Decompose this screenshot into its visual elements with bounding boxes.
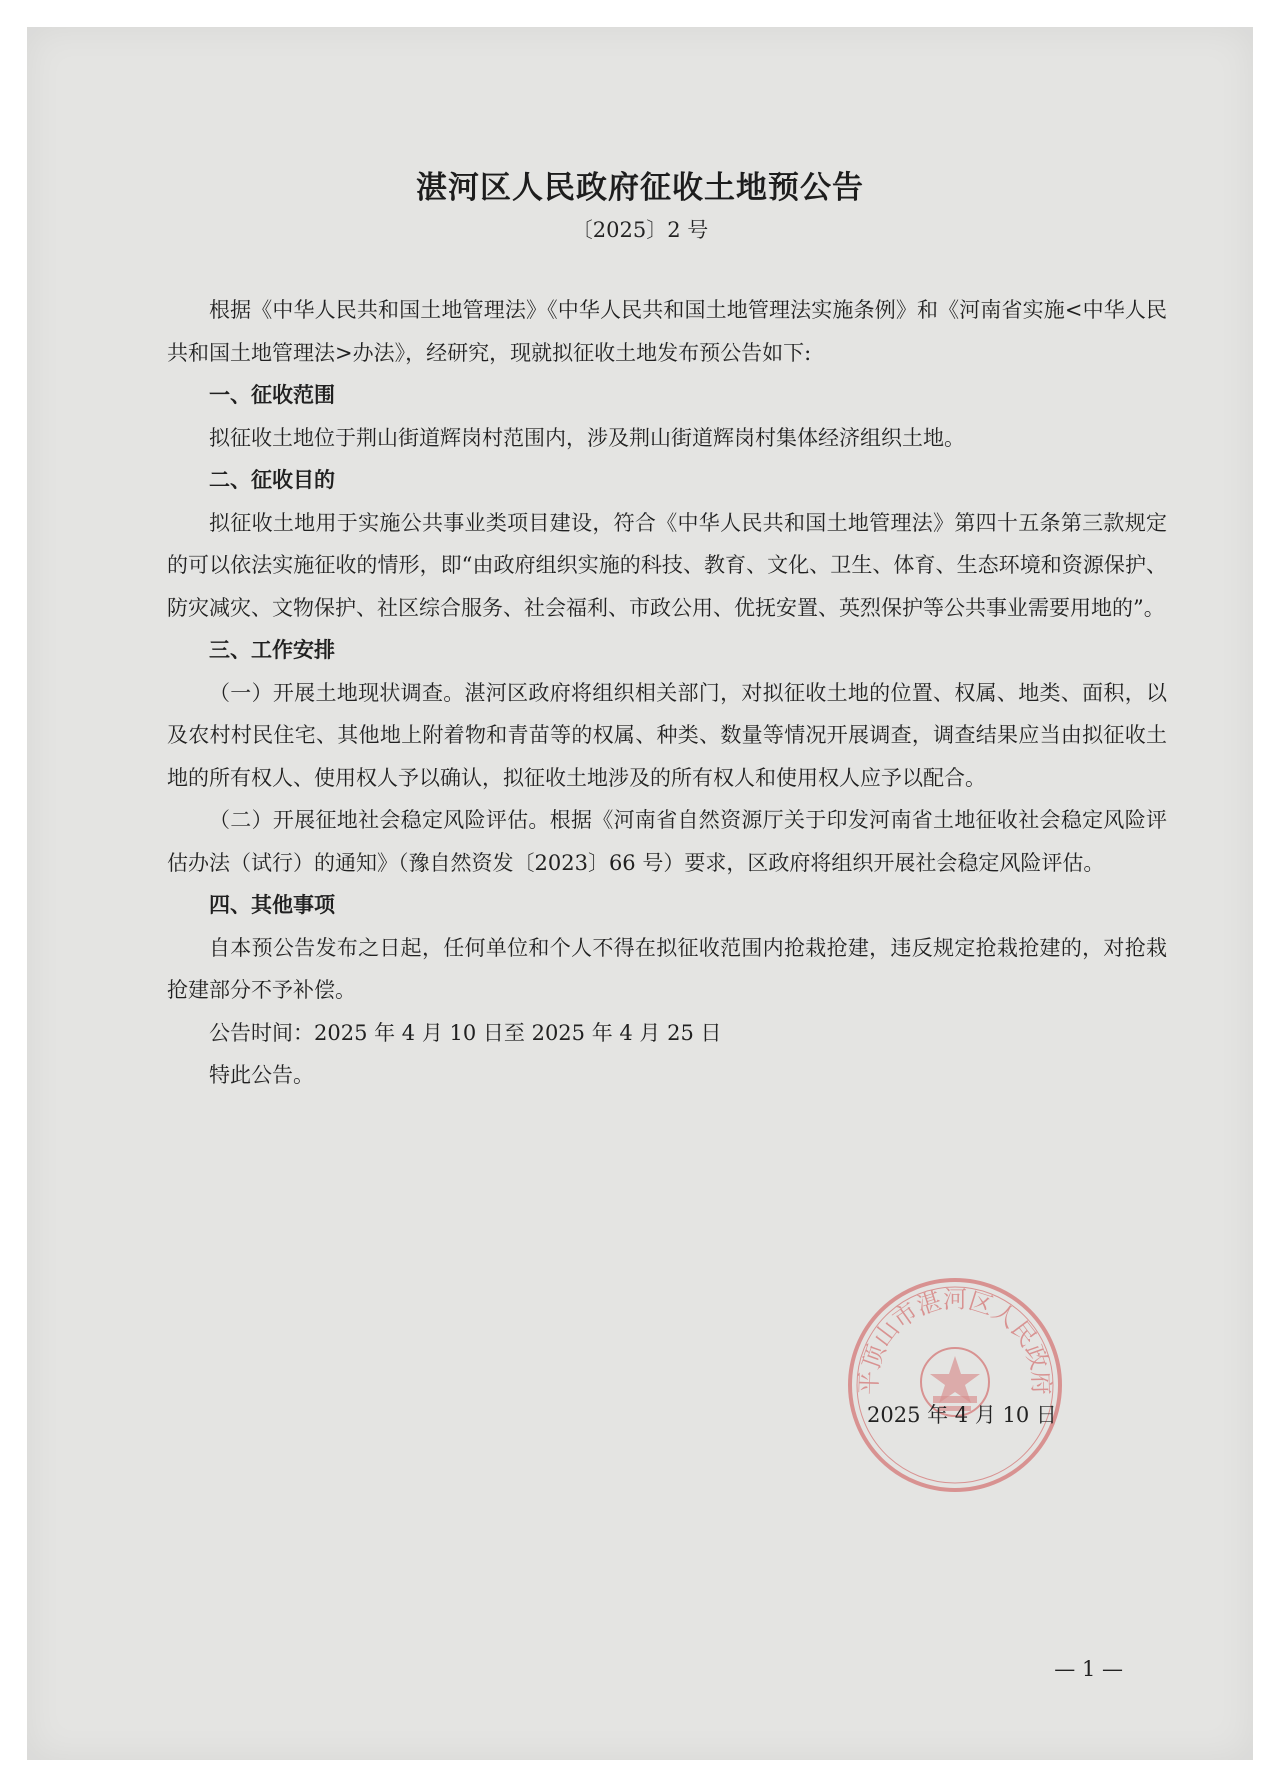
section-paragraph-purpose: 拟征收土地用于实施公共事业类项目建设，符合《中华人民共和国土地管理法》第四十五条第三款规定的可以依法实施征收的情形，即“由政府组织实施的科技、教育、文化、卫生、体育、生态环境和资源保护、防灾减灾、文物保护、社区综合服务、社会福利、市政公用、优抚安置、英烈保护等公共事业需要用地的”。: [167, 510, 1167, 620]
document-title: 湛河区人民政府征收土地预公告: [416, 170, 864, 206]
document-page: [27, 27, 1253, 1760]
announcement-period: 公告时间：2025 年 4 月 10 日至 2025 年 4 月 25 日: [209, 1020, 722, 1045]
intro-paragraph: 根据《中华人民共和国土地管理法》《中华人民共和国土地管理法实施条例》和《河南省实施<中华人民共和国土地管理法>办法》，经研究，现就拟征收土地发布预公告如下:: [167, 298, 1167, 365]
official-seal-icon: [840, 1270, 1070, 1500]
document-number: 〔2025〕2 号: [571, 218, 709, 242]
signature-date: 2025 年 4 月 10 日: [867, 1403, 1057, 1427]
section-heading-other: 四、其他事项: [209, 892, 335, 917]
section-heading-scope: 一、征收范围: [209, 382, 335, 407]
section-heading-arrangement: 三、工作安排: [209, 637, 335, 662]
section-paragraph-survey: （一）开展土地现状调查。湛河区政府将组织相关部门，对拟征收土地的位置、权属、地类、面积，以及农村村民住宅、其他地上附着物和青苗等的权属、种类、数量等情况开展调查，调查结果应当由拟征收土地的所有权人、使用权人予以确认，拟征收土地涉及的所有权人和使用权人应予以配合。: [167, 680, 1167, 790]
section-paragraph-risk: （二）开展征地社会稳定风险评估。根据《河南省自然资源厅关于印发河南省土地征收社会稳定风险评估办法（试行）的通知》（豫自然资发〔2023〕66 号）要求，区政府将组织开展社会稳定风险评估。: [167, 808, 1167, 875]
document-body: [167, 289, 1167, 1097]
page-number: — 1 —: [1054, 1657, 1123, 1681]
section-paragraph-other: 自本预公告发布之日起，任何单位和个人不得在拟征收范围内抢栽抢建，违反规定抢栽抢建的，对抢栽抢建部分不予补偿。: [167, 935, 1167, 1002]
section-heading-purpose: 二、征收目的: [209, 467, 335, 492]
closing-statement: 特此公告。: [209, 1063, 314, 1087]
svg-text:平顶山市湛河区人民政府: 平顶山市湛河区人民政府: [856, 1287, 1054, 1396]
section-paragraph-scope: 拟征收土地位于荆山街道辉岗村范围内，涉及荆山街道辉岗村集体经济组织土地。: [209, 425, 965, 450]
